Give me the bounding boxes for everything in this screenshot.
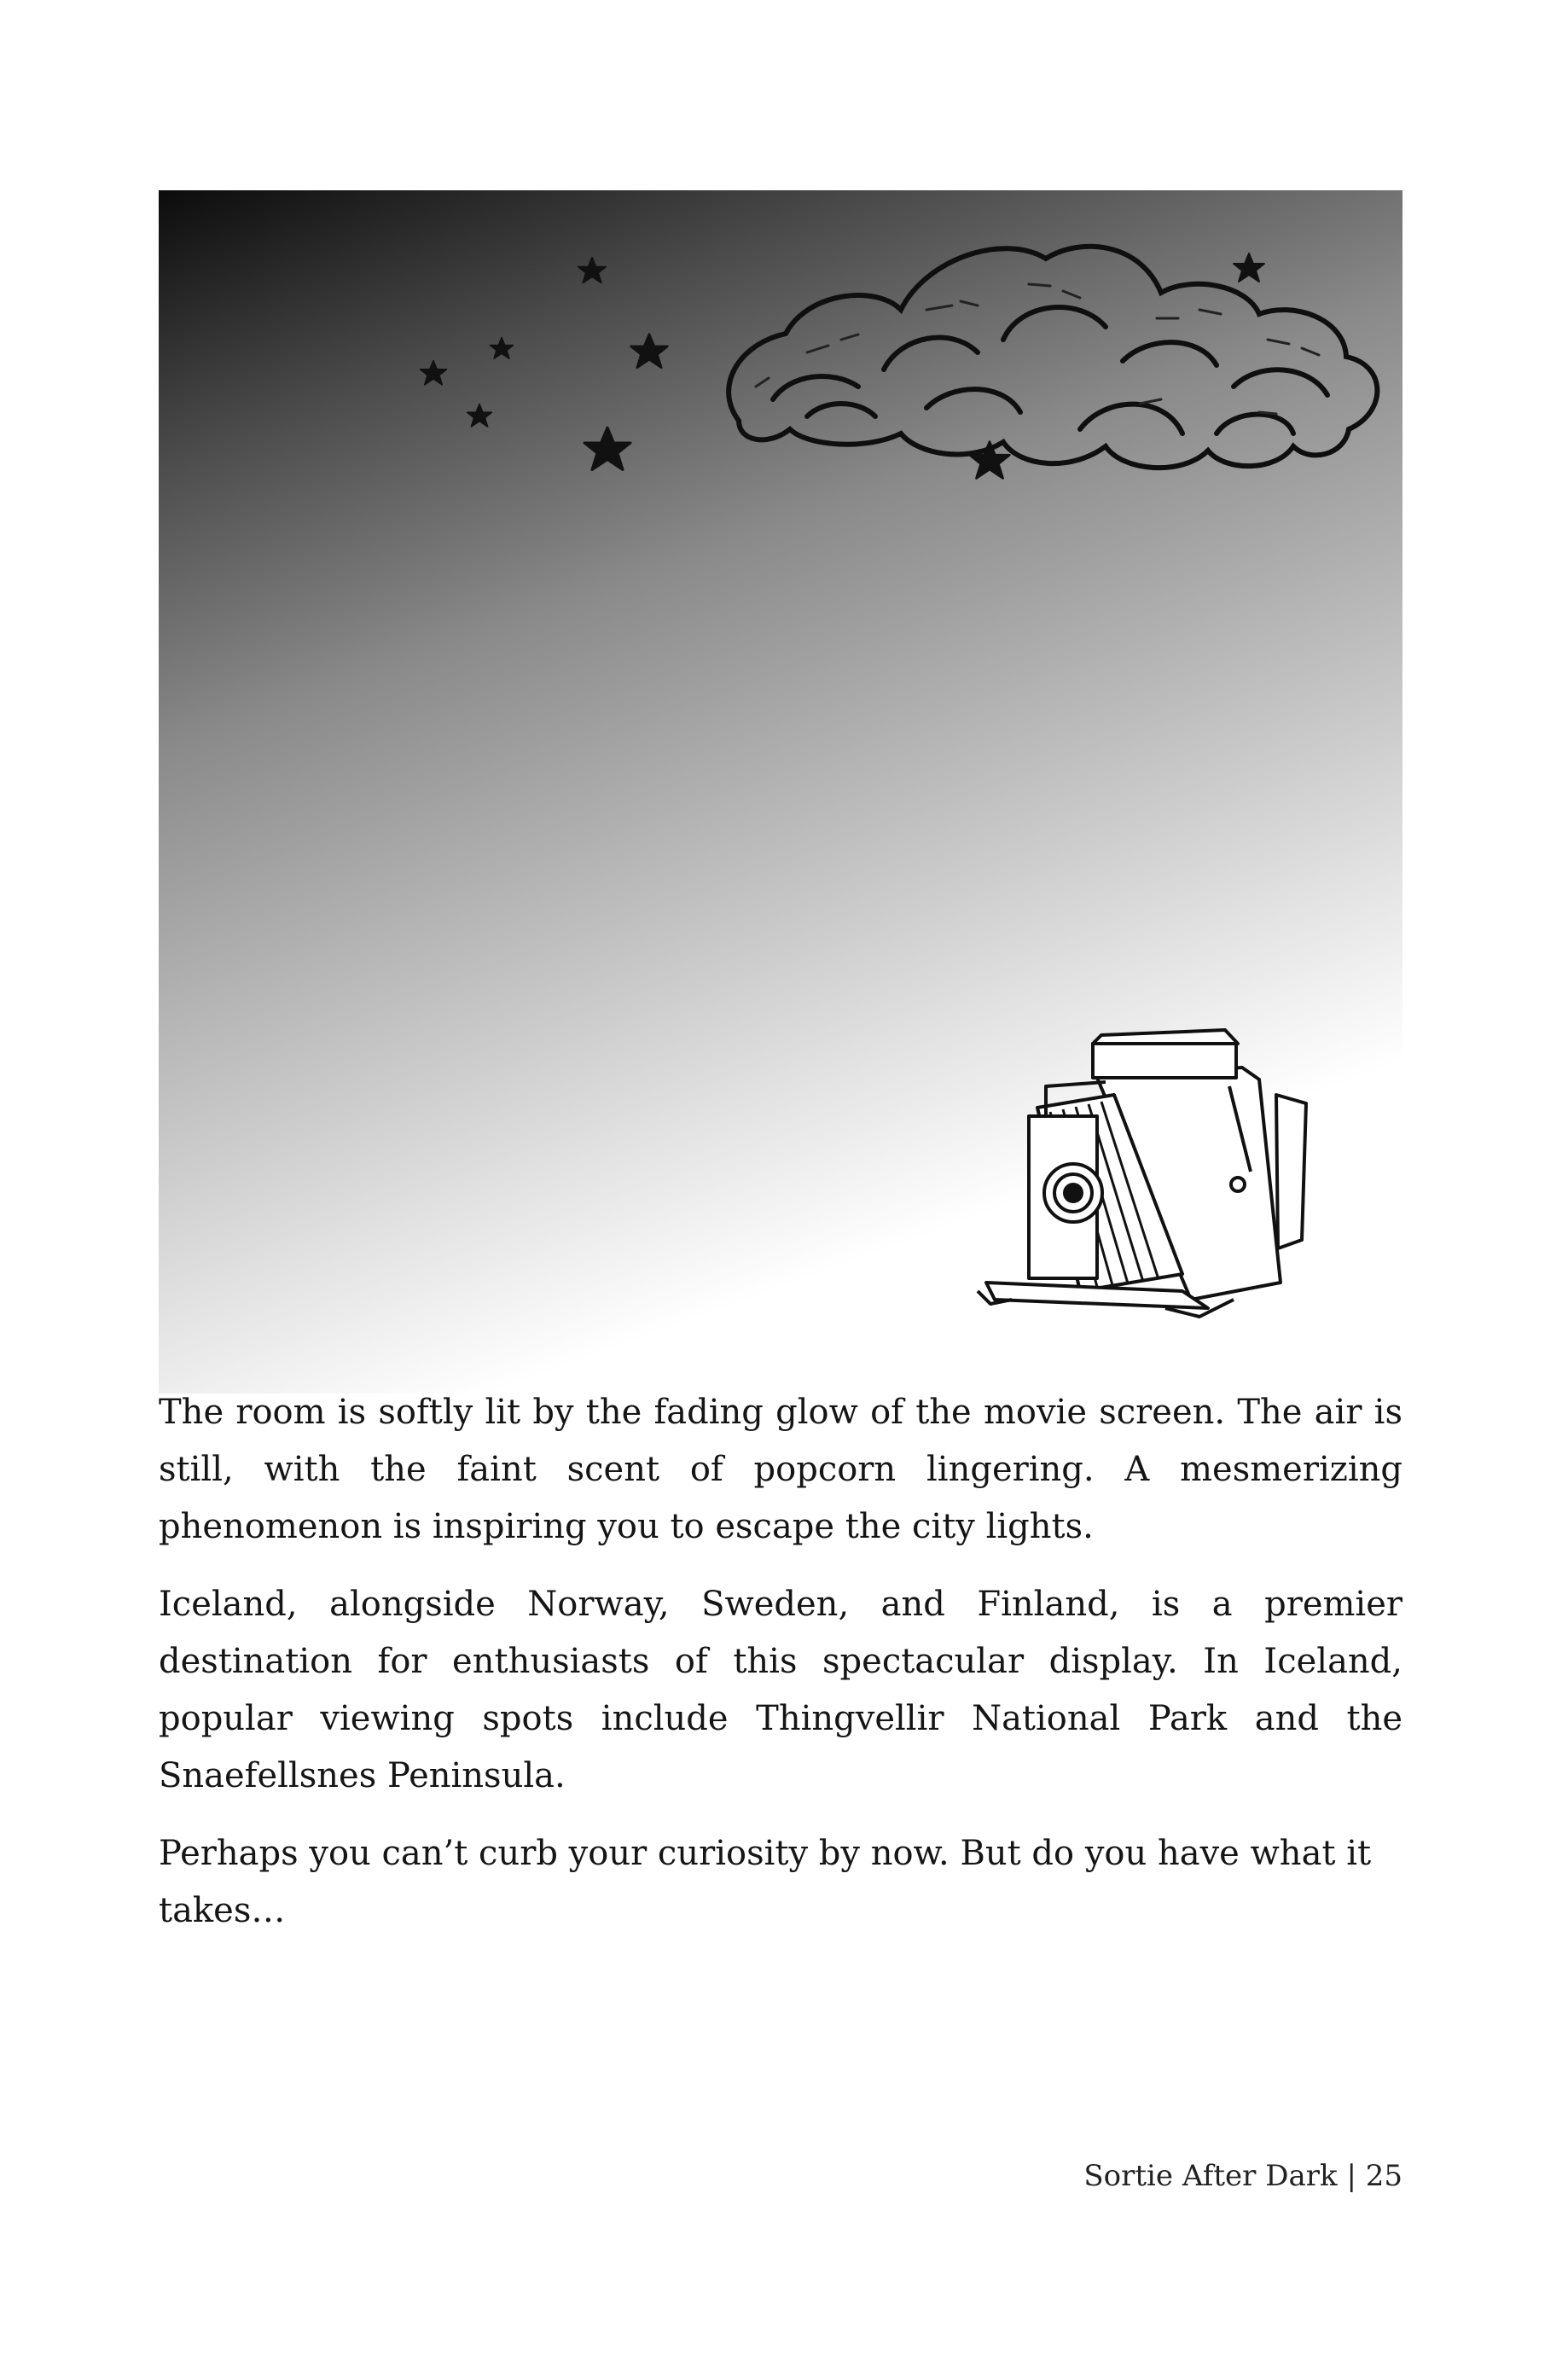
night-sky-illustration xyxy=(159,190,1402,1393)
star-icon xyxy=(584,428,630,470)
paragraph-3: Perhaps you can’t curb your curiosity by now. But do you have what it takes… xyxy=(159,1834,1372,1930)
star-icon xyxy=(630,334,667,368)
star-icon xyxy=(491,338,514,359)
star-icon xyxy=(1234,253,1264,282)
vintage-camera-icon xyxy=(978,1030,1306,1317)
star-icon xyxy=(421,361,447,385)
footer-separator: | xyxy=(1346,2159,1356,2193)
night-sky-drawing xyxy=(159,190,1402,1393)
cloud-icon xyxy=(729,247,1377,468)
running-footer xyxy=(1083,2159,1402,2193)
paragraph-2: Iceland, alongside Norway, Sweden, and Finland, is a premier destination for enthusiasts of this spectacular display. In Iceland, popular viewing spots include Thingvellir National Park and the Snaefellsnes Peninsula. xyxy=(159,1585,1402,1795)
star-icon xyxy=(467,404,492,427)
body-text xyxy=(159,1384,1402,1960)
page-number: 25 xyxy=(1365,2159,1402,2193)
book-title: Sortie After Dark xyxy=(1083,2159,1338,2193)
paragraph-1: The room is softly lit by the fading glow of the movie screen. The air is still, with the faint scent of popcorn lingering. A mesmerizing phenomenon is inspiring you to escape the city lights. xyxy=(159,1393,1402,1546)
star-icon xyxy=(578,258,606,283)
